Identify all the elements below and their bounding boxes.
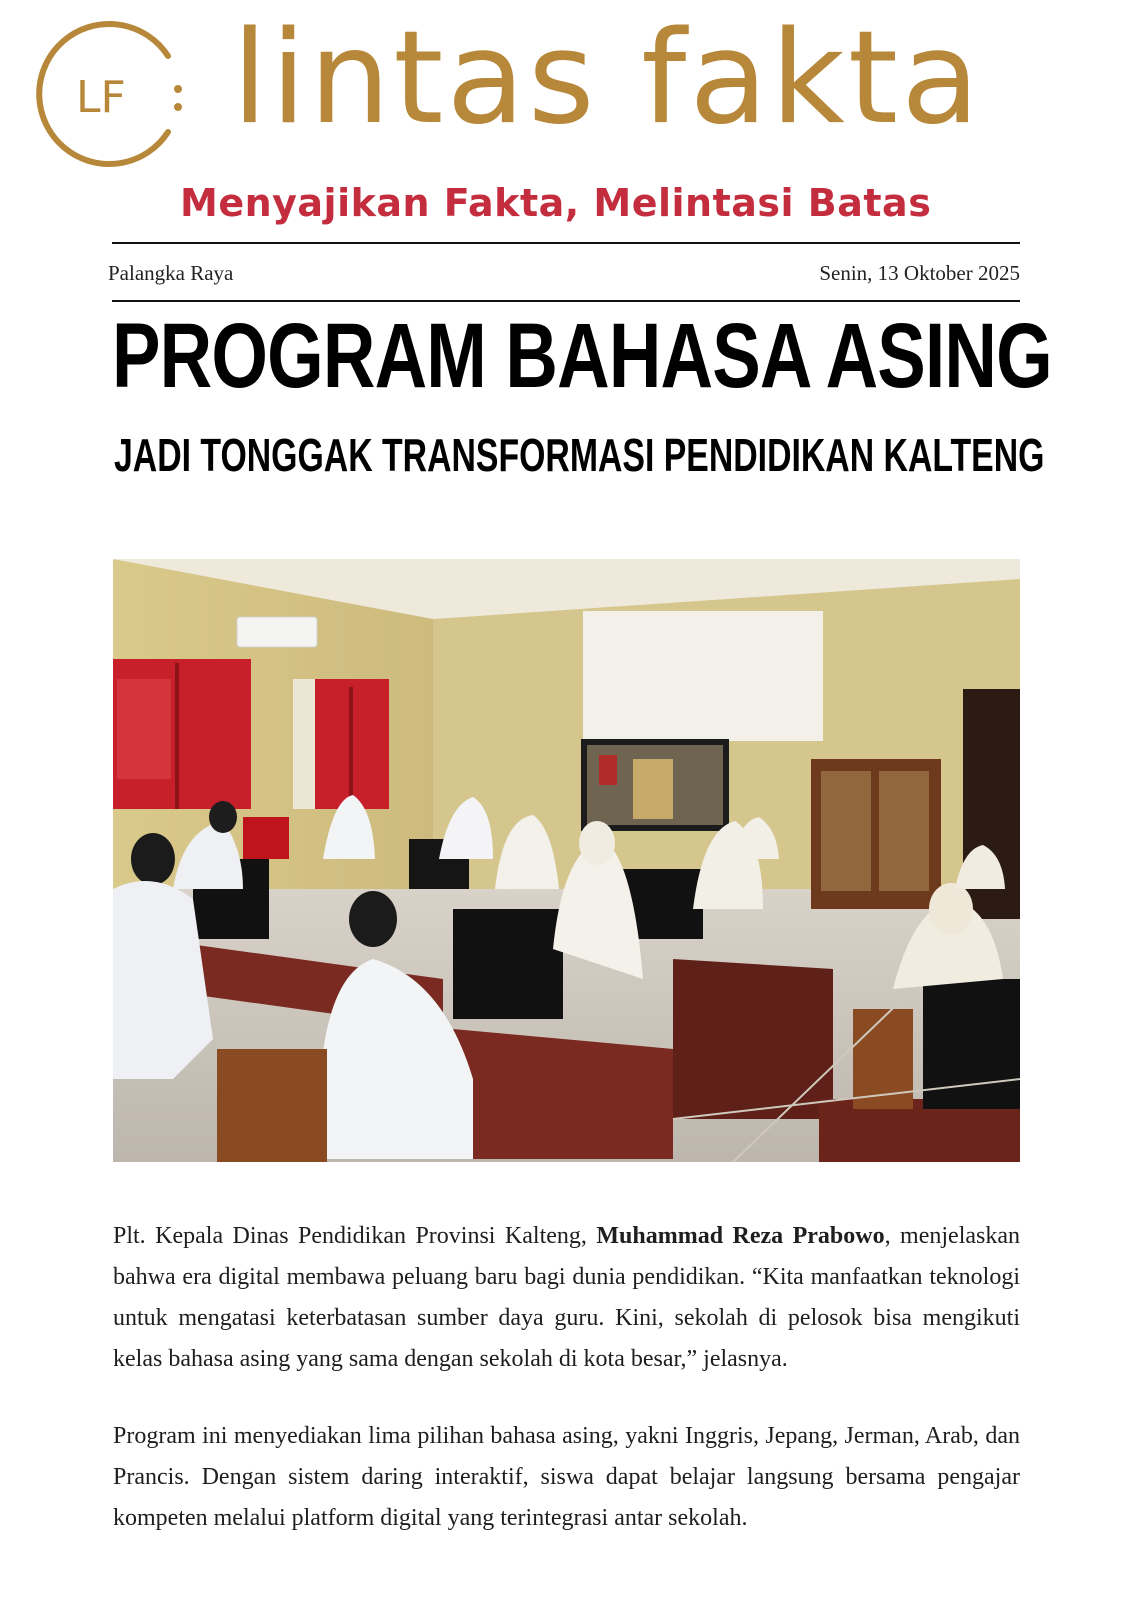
paragraph-1-name: Muhammad Reza Prabowo [596,1223,885,1249]
tagline: Menyajikan Fakta, Melintasi Batas [180,181,932,225]
bottom-rule [112,300,1020,302]
paragraph-2: Program ini menyediakan lima pilihan bahasa asing, yakni Inggris, Jepang, Jerman, Arab, dan Prancis. Dengan sistem daring interaktif, siswa dapat belajar langsung bersama pengajar kompeten melalui platform digital yang terintegrasi antar sekolah. [113,1423,1020,1531]
dateline-location: Palangka Raya [108,261,234,285]
headline: PROGRAM BAHASA ASING [112,305,1052,407]
classroom-photo [113,559,1020,1162]
brand-name: lintas fakta [232,4,983,153]
subheadline: JADI TONGGAK TRANSFORMASI PENDIDIKAN KALTENG [114,429,1045,481]
lintas-fakta-logo [30,14,190,174]
paragraph-1-lead: Plt. Kepala Dinas Pendidikan Provinsi Kalteng, [113,1223,597,1249]
dateline-date: Senin, 13 Oktober 2025 [819,261,1020,285]
paragraph-1-rest: , menjelaskan bahwa era digital membawa peluang baru bagi dunia pendidikan. “Kita manfaatkan teknologi untuk mengatasi keterbatasan sumber daya guru. Kini, sekolah di pelosok bisa mengikuti kelas bahasa asing yang sama dengan sekolah di kota besar,” jelasnya. [113,1223,1021,1372]
paragraph-1 [113,1216,1020,1380]
top-rule [112,242,1020,244]
logo-initials: LF [76,72,126,123]
